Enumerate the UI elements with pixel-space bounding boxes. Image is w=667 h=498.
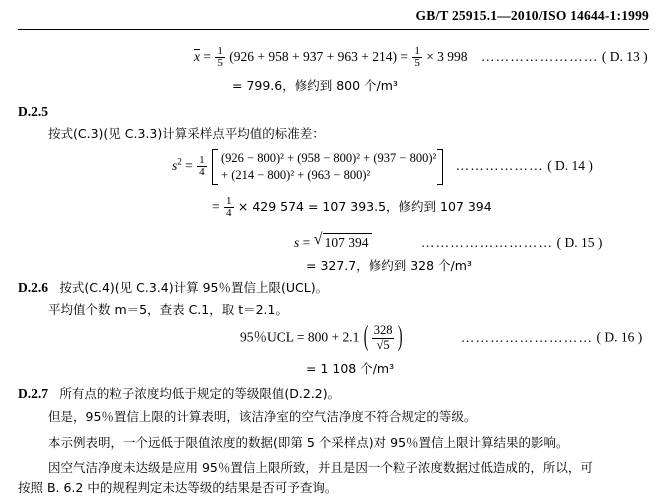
eq-d14-bracket-group [212, 149, 443, 185]
radical-sign-icon: √ [313, 231, 323, 249]
eq-d13-equals: = [203, 49, 211, 65]
equation-d16-line2: = 1 108 个/m³ [306, 361, 395, 377]
clause-d27-head: 所有点的粒子浓度均低于规定的等级限值(D.2.2)。 [59, 385, 341, 401]
equation-d14-line1 [18, 149, 649, 185]
eq-d13-product: × 3 998 [426, 49, 468, 65]
equation-d15-line1 [18, 233, 649, 251]
eq-d14-line2-rest: × 429 574 = 107 393.5，修约到 107 394 [237, 199, 492, 215]
eq-d14-line2-fraction: $\frac{1}{4}$ [226, 194, 232, 220]
clause-d26-text: 平均值个数 m＝5，查表 C.1，取 t＝2.1。 [48, 301, 288, 317]
eq-d16-number: ( D. 16 ) [596, 329, 643, 345]
eq-d14-row1: (926 − 800)² + (958 − 800)² + (937 − 800)² [221, 151, 437, 166]
eq-d14-row2: + (214 − 800)² + (963 − 800)² [221, 168, 371, 183]
eq-d13-leader: …………………… [480, 49, 599, 65]
clause-d25-text: 按式(C.3)(见 C.3.3)计算采样点平均值的标准差： [48, 125, 325, 141]
eq-d14-number: ( D. 14 ) [547, 158, 593, 174]
eq-d15-lhs: s [294, 235, 300, 251]
eq-d16-equals: = 800 + 2.1 [296, 329, 360, 345]
equation-d15-line2: = 327.7，修约到 328 个/m³ [306, 257, 472, 273]
eq-d16-paren-group [363, 325, 404, 352]
eq-d14-fraction: $\frac{1}{4}$ [199, 153, 205, 179]
equation-d14-line2: = $\frac{1}{4}$ × 429 574 = 107 393.5，修约到 107 394 [212, 194, 492, 220]
clause-d27-line-1: 但是，95％置信上限的计算表明，该洁净室的空气洁净度不符合规定的等级。 [48, 409, 477, 425]
header-rule [18, 29, 649, 30]
equation-d16-line1 [18, 325, 649, 352]
eq-d14-equals: = [185, 158, 193, 174]
eq-d13-number: ( D. 13 ) [601, 49, 648, 65]
eq-d16-leader: ……………………… [460, 329, 594, 345]
clause-d27-line-4: 按照 B. 6.2 中的规程判定未达等级的结果是否可予查询。 [18, 480, 338, 496]
eq-d15-sqrt [314, 233, 372, 251]
xbar-symbol: x [194, 49, 200, 65]
equation-d13-line2: = 799.6，修约到 800 个/m³ [232, 78, 398, 94]
eq-d15-leader: ……………………… [420, 235, 554, 251]
eq-d13-sum: (926 + 958 + 937 + 963 + 214) = [229, 49, 408, 65]
eq-d16-fraction: ( $\frac{328}{√5}$ [373, 323, 393, 352]
eq-d14-lhs-sup: 2 [177, 156, 182, 167]
clause-d26-id: D.2.6 [18, 280, 48, 296]
clause-d26 [18, 280, 649, 296]
document-body [18, 36, 649, 496]
clause-d27 [18, 386, 649, 402]
clause-d27-line-2: 本示例表明，一个远低于限值浓度的数据(即第 5 个采样点)对 95％置信上限计算结果的影响。 [48, 434, 569, 450]
clause-d27-line-3: 因空气洁净度未达级是应用 95％置信上限所致，并且是因一个粒子浓度数据过低造成的，所以，可 [48, 459, 593, 475]
eq-d13-fraction-1: $\frac{1}{5}$ [217, 44, 223, 70]
clause-d27-id: D.2.7 [18, 385, 48, 401]
eq-d14-lhs: s [172, 158, 178, 174]
eq-d14-leader: ……………… [455, 158, 544, 174]
eq-d15-radicand: 107 394 [323, 233, 372, 251]
eq-d15-number: ( D. 15 ) [556, 235, 603, 251]
clause-d26-head: 按式(C.4)(见 C.3.4)计算 95％置信上限(UCL)。 [59, 280, 329, 296]
eq-d13-fraction-2: $\frac{1}{5}$ [414, 44, 420, 70]
eq-d16-lhs: 95％UCL [240, 329, 294, 345]
equation-d13-line1 [18, 46, 649, 70]
eq-d15-equals: = [302, 235, 311, 251]
clause-d25-id: D.2.5 [18, 104, 48, 120]
page-header: GB/T 25915.1—2010/ISO 14644-1:1999 [415, 8, 649, 23]
